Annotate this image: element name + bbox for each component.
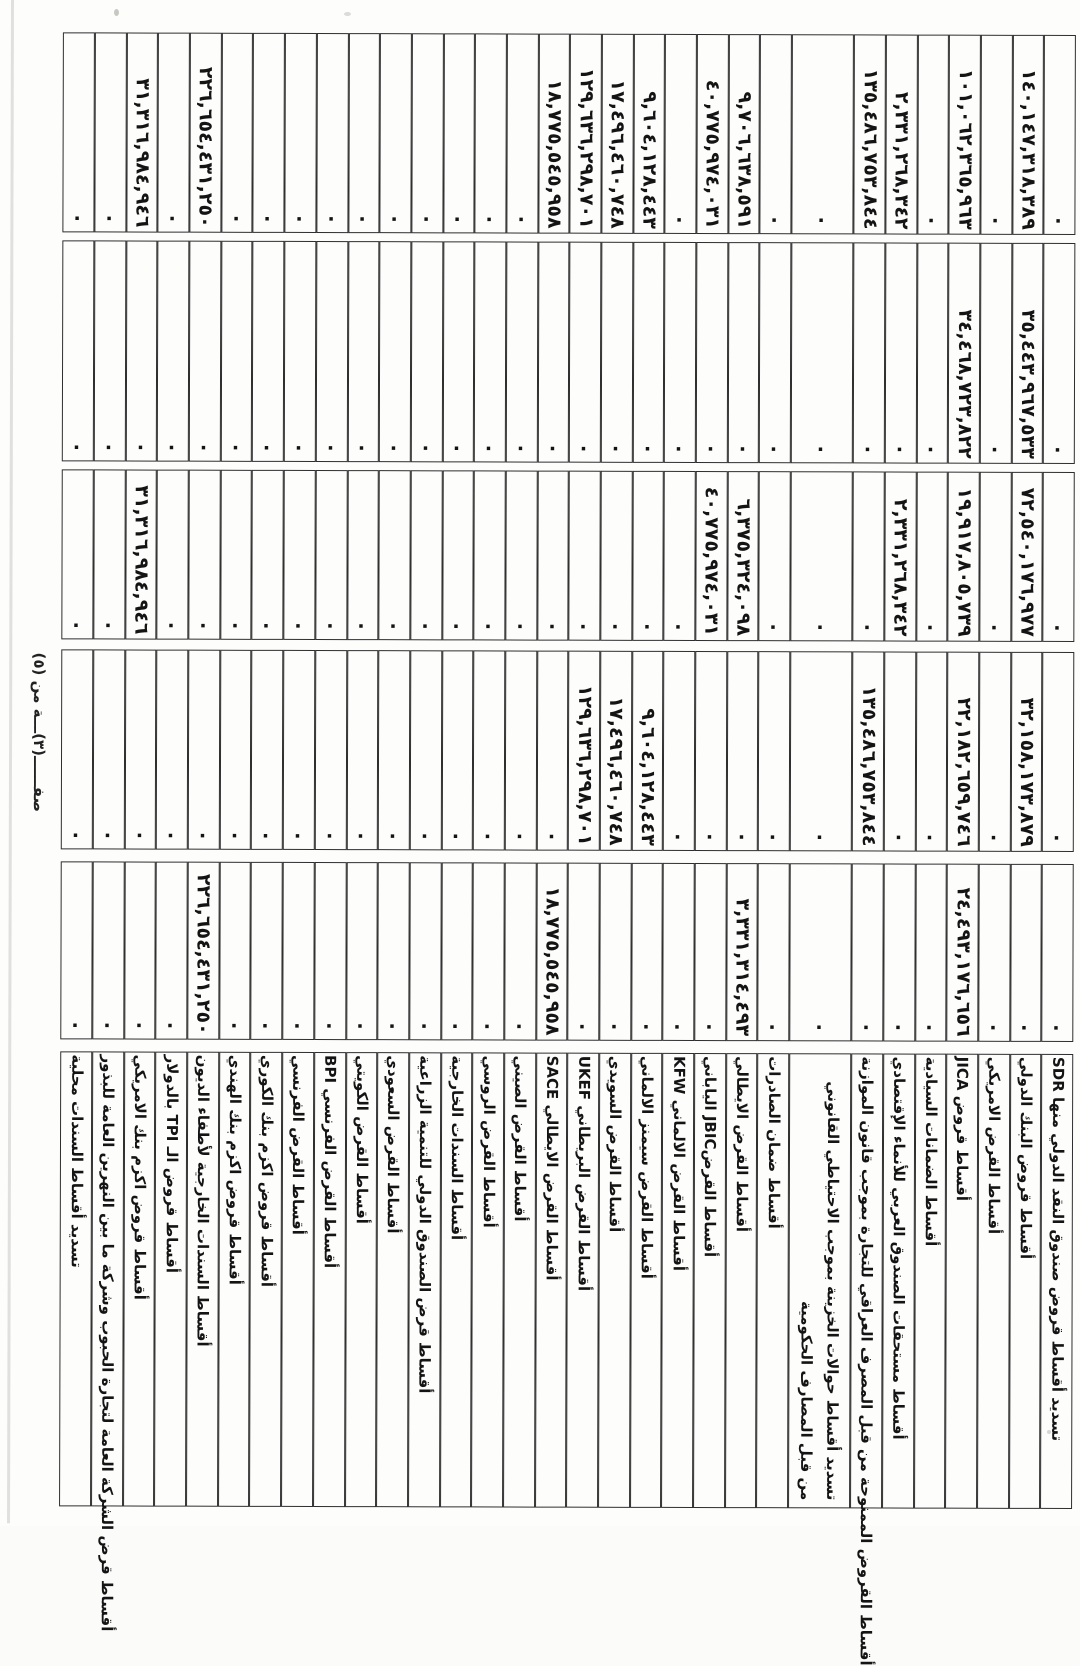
zero-value-cell: ٠ [504,862,536,1040]
row-label: أقساط السندات الخارجية [440,1052,473,1507]
zero-value-cell: ٠ [251,650,283,850]
zero-value-cell: ٠ [885,242,917,463]
zero-value-cell: ٠ [157,241,189,462]
value-cell: ١٩,٩١٧,٨٠٥,٧٣٩ [948,472,980,642]
row-label: أقساط القرضJBIC الياباني [693,1053,726,1508]
zero-value-cell: ٠ [505,650,537,850]
zero-value-cell: ٠ [411,241,443,462]
zero-value-cell: ٠ [758,863,790,1041]
row-label: أقساط قروض JICA [945,1054,978,1509]
row-label: تسديد أقساط قروض صندوق النقد الدولي منها SDR [1040,1054,1073,1509]
value-cell: ٧٢,٥٤٠,١٧٦,٩٧٧ [1011,472,1043,642]
zero-value-cell: ٠ [474,470,506,640]
row-label: أقساط القرض الايطالي [725,1053,758,1508]
value-cell: ١٣٥,٤٨٦,٧٥٣,٨٤٤ [854,34,886,234]
scan-edge-artifact [7,0,14,1523]
zero-value-cell: ٠ [378,862,410,1040]
value-cell: ٣١,٣١٦,٩٨٤,٩٤٦ [125,470,157,640]
value-cell: ١٧,٤٩٦,٤٦٠,٧٤٨ [600,651,632,851]
zero-value-cell: ٠ [380,33,412,233]
zero-value-cell: ٠ [251,862,283,1040]
value-cell: ٤٠,٧٧٥,٩٧٤,٠٣١ [697,34,729,234]
row-label: أقساط الضمانات السيادية [914,1054,947,1509]
zero-value-cell: ٠ [62,469,94,639]
zero-value-cell: ٠ [537,242,569,463]
zero-value-cell: ٠ [379,470,411,640]
zero-value-cell: ٠ [282,862,314,1040]
row-label: أقساط ضمان الصادرات [757,1053,790,1508]
zero-value-cell: ٠ [315,650,347,850]
row-label: أقساط القرض الايطالي SACE [535,1053,568,1508]
zero-value-cell: ٠ [189,241,221,462]
zero-value-cell: ٠ [851,863,883,1041]
row-label: أقساط القرض الصيني [503,1052,536,1507]
zero-value-cell: ٠ [93,649,125,849]
zero-value-cell: ٠ [853,471,885,641]
zero-value-cell: ٠ [759,471,791,641]
value-cell: ٢٢٦,٦٥٤,٤٣١,٢٥٠ [190,33,222,233]
zero-value-cell: ٠ [536,651,568,851]
zero-value-cell: ٠ [473,862,505,1040]
zero-value-cell: ٠ [62,240,94,461]
zero-value-cell: ٠ [442,241,474,462]
zero-value-cell: ٠ [157,470,189,640]
zero-value-cell: ٠ [92,861,124,1039]
zero-value-cell: ٠ [221,33,253,233]
zero-value-cell: ٠ [158,33,190,233]
value-cell: ٣٤,٤٦٨,٧٢٣,٨٢٢ [948,243,980,464]
row-label: أقساط قروض اكزم بنك الكوري [250,1052,283,1507]
value-cell: ٩,٦٠٤,١٢٨,٤٤٣ [633,34,665,234]
zero-value-cell: ٠ [252,470,284,640]
zero-value-cell: ٠ [758,651,790,851]
value-cell: ٢٢,١٨٢,٦٥٩,٧٤٦ [947,652,979,852]
zero-value-cell: ٠ [853,242,885,463]
zero-value-cell: ٠ [61,861,93,1039]
zero-value-cell: ٠ [790,651,853,851]
zero-value-cell: ٠ [347,241,379,462]
zero-value-cell: ٠ [442,470,474,640]
zero-value-cell: ٠ [663,651,695,851]
row-label: أقساط القرض السويدي [598,1053,631,1508]
value-cell: ١٤٠,١٤٧,٣١٨,٣٨٩ [1012,35,1044,235]
value-cell: ٢٢٦,٦٥٤,٤٣١,٢٥٠ [187,862,219,1040]
zero-value-cell: ٠ [884,651,916,851]
zero-value-cell: ٠ [283,650,315,850]
zero-value-cell: ٠ [316,241,348,462]
zero-value-cell: ٠ [728,242,760,463]
row-label: أقساط القرض الكويتي [345,1052,378,1507]
row-label: أقساط القرض الروسي [471,1052,504,1507]
zero-value-cell: ٠ [569,471,601,641]
zero-value-cell: ٠ [915,652,947,852]
row-label: تسديد أقساط حوالات الخزينة بموجب الاحتياطي القانوني من قبل المصارف الحكومية [788,1053,851,1508]
zero-value-cell: ٠ [188,650,220,850]
value-cell: ٩,٧٠٦,٦٣٨,٥٩١ [728,34,760,234]
zero-value-cell: ٠ [791,471,853,641]
zero-value-cell: ٠ [883,863,915,1041]
zero-value-cell: ٠ [727,651,759,851]
zero-value-cell: ٠ [917,35,949,235]
zero-value-cell: ٠ [980,243,1012,464]
zero-value-cell: ٠ [156,650,188,850]
zero-value-cell: ٠ [314,862,346,1040]
zero-value-cell: ٠ [791,242,854,463]
zero-value-cell: ٠ [1042,652,1074,852]
scan-speck [114,9,119,16]
value-cell: ٤٠,٧٧٥,٩٧٤,٠٣١ [695,471,727,641]
row-label: أقساط القروض الممنوحة من قبل المصرف العراقي للتجارة بموجب قانون الموازنة [850,1053,883,1508]
zero-value-cell: ٠ [315,470,347,640]
zero-value-cell: ٠ [409,862,441,1040]
zero-value-cell: ٠ [1043,472,1075,642]
zero-value-cell: ٠ [63,32,95,232]
zero-value-cell: ٠ [93,469,125,639]
zero-value-cell: ٠ [379,241,411,462]
row-label: أقساط قرض الشركة العامة لتجارة الحبوب وشركة ما بين النهرين العامة للبذور [91,1051,124,1506]
zero-value-cell: ٠ [284,241,316,462]
value-cell: ٢٤,٤٩٣,١٧٦,٦٥٦ [947,864,979,1042]
zero-value-cell: ٠ [346,650,378,850]
zero-value-cell: ٠ [759,242,791,463]
row-label: أقساط قروض اكزم بنك الامريكي [123,1052,156,1507]
zero-value-cell: ٠ [537,471,569,641]
zero-value-cell: ٠ [378,650,410,850]
zero-value-cell: ٠ [792,34,855,234]
zero-value-cell: ٠ [695,651,727,851]
value-cell: ١٢٩,٦٣٦,٢٩٨,٧٠١ [570,34,602,234]
zero-value-cell: ٠ [441,650,473,850]
zero-value-cell: ٠ [347,470,379,640]
zero-value-cell: ٠ [664,471,696,641]
page-number: صفــــــ(٣)ـــة من (٥) [29,652,49,813]
zero-value-cell: ٠ [696,242,728,463]
value-cell: ٣,٣٣١,٣١٤,٤٩٣ [726,863,758,1041]
row-label: أقساط القرض الامريكي [977,1054,1010,1509]
zero-value-cell: ٠ [219,862,251,1040]
value-cell: ١٢٩,٦٣٦,٢٩٨,٧٠١ [568,651,600,851]
zero-value-cell: ٠ [474,241,506,462]
loan-installments-table [59,32,1076,1666]
zero-value-cell: ٠ [569,242,601,463]
zero-value-cell: ٠ [506,241,538,462]
value-cell: ١٠١,٠٦٢,٣٦٥,٩٦٣ [949,35,981,235]
zero-value-cell: ٠ [346,862,378,1040]
zero-value-cell: ٠ [631,863,663,1041]
zero-value-cell: ٠ [664,242,696,463]
zero-value-cell: ٠ [94,240,126,461]
zero-value-cell: ٠ [473,650,505,850]
zero-value-cell: ٠ [220,650,252,850]
zero-value-cell: ٠ [285,33,317,233]
zero-value-cell: ٠ [601,242,633,463]
row-label: أقساط القرض سيمنز الالماني [630,1053,663,1508]
zero-value-cell: ٠ [663,863,695,1041]
zero-value-cell: ٠ [443,33,475,233]
zero-value-cell: ٠ [600,471,632,641]
zero-value-cell: ٠ [568,863,600,1041]
zero-value-cell: ٠ [979,472,1011,642]
row-label: أقساط قرض الصندوق الدولي للتنمية الزراعية [408,1052,441,1507]
value-cell: ١٨,٧٧٥,٥٤٥,٩٥٨ [538,34,570,234]
zero-value-cell: ٠ [188,470,220,640]
zero-value-cell: ٠ [916,243,948,464]
zero-value-cell: ٠ [1044,35,1076,235]
zero-value-cell: ٠ [1010,864,1042,1042]
zero-value-cell: ٠ [411,33,443,233]
zero-value-cell: ٠ [632,471,664,641]
zero-value-cell: ٠ [253,33,285,233]
zero-value-cell: ٠ [1043,243,1075,464]
zero-value-cell: ٠ [599,863,631,1041]
value-cell: ٩,٦٠٤,١٢٨,٤٤٣ [632,651,664,851]
row-label: أقساط القرض الفرنسي BPI [313,1052,346,1507]
row-label: أقساط السندات الخارجية لأطفاء الديون [186,1052,219,1507]
value-cell: ٣٥,٤٤٣,٩٦٧,٥٣٣ [1011,243,1043,464]
zero-value-cell: ٠ [94,32,126,232]
zero-value-cell: ٠ [694,863,726,1041]
value-cell: ١٨,٧٧٥,٥٤٥,٩٥٨ [536,863,568,1041]
value-cell: ٣١,٣١٦,٩٨٤,٩٤٦ [126,33,158,233]
zero-value-cell: ٠ [916,472,948,642]
zero-value-cell: ٠ [348,33,380,233]
zero-value-cell: ٠ [156,862,188,1040]
row-label: أقساط القرض السعودي [376,1052,409,1507]
value-cell: ٣٢,١٥٨,١٧٣,٨٧٩ [1010,652,1042,852]
zero-value-cell: ٠ [665,34,697,234]
value-cell: ١٧,٤٩٦,٤٦٠,٧٤٨ [601,34,633,234]
zero-value-cell: ٠ [475,33,507,233]
zero-value-cell: ٠ [126,241,158,462]
zero-value-cell: ٠ [505,470,537,640]
row-label: أقساط قروض الـ TPI بالدولار [154,1052,187,1507]
value-cell: ٢,٣٣١,٢٦٨,٣٤٢ [884,471,916,641]
row-label: أقساط القرض الفرنسي [281,1052,314,1507]
zero-value-cell: ٠ [633,242,665,463]
zero-value-cell: ٠ [410,650,442,850]
value-cell: ١٣٥,٤٨٦,٧٥٣,٨٤٤ [852,651,884,851]
zero-value-cell: ٠ [61,649,93,849]
zero-value-cell: ٠ [915,864,947,1042]
row-label: أقساط القرض البريطاني UKEF [566,1053,599,1508]
zero-value-cell: ٠ [980,35,1012,235]
zero-value-cell: ٠ [316,33,348,233]
zero-value-cell: ٠ [979,652,1011,852]
zero-value-cell: ٠ [221,241,253,462]
zero-value-cell: ٠ [441,862,473,1040]
zero-value-cell: ٠ [506,33,538,233]
scan-speck [344,12,351,16]
zero-value-cell: ٠ [125,650,157,850]
zero-value-cell: ٠ [978,864,1010,1042]
value-cell: ٦,٣٧٥,٣٢٤,٠٩٨ [727,471,759,641]
row-label: تسديد أقساط السندات محلية [59,1051,92,1506]
row-label: أقساط مستحقات الصندوق العربي للأنماء الإقتصادي [882,1053,915,1508]
zero-value-cell: ٠ [410,470,442,640]
row-label: أقساط قروض اكزم بنك الهندي [218,1052,251,1507]
zero-value-cell: ٠ [284,470,316,640]
zero-value-cell: ٠ [124,862,156,1040]
zero-value-cell: ٠ [220,470,252,640]
zero-value-cell: ٠ [760,34,792,234]
scan-speck [1047,1430,1051,1434]
row-label: أقساط القرض الالماني KFW [661,1053,694,1508]
zero-value-cell: ٠ [252,241,284,462]
row-label: أقساط قروض البنك الدولي [1009,1054,1042,1509]
zero-value-cell: ٠ [789,863,851,1041]
zero-value-cell: ٠ [1042,864,1074,1042]
value-cell: ٢,٣٣١,٢٦٨,٣٤٢ [885,34,917,234]
